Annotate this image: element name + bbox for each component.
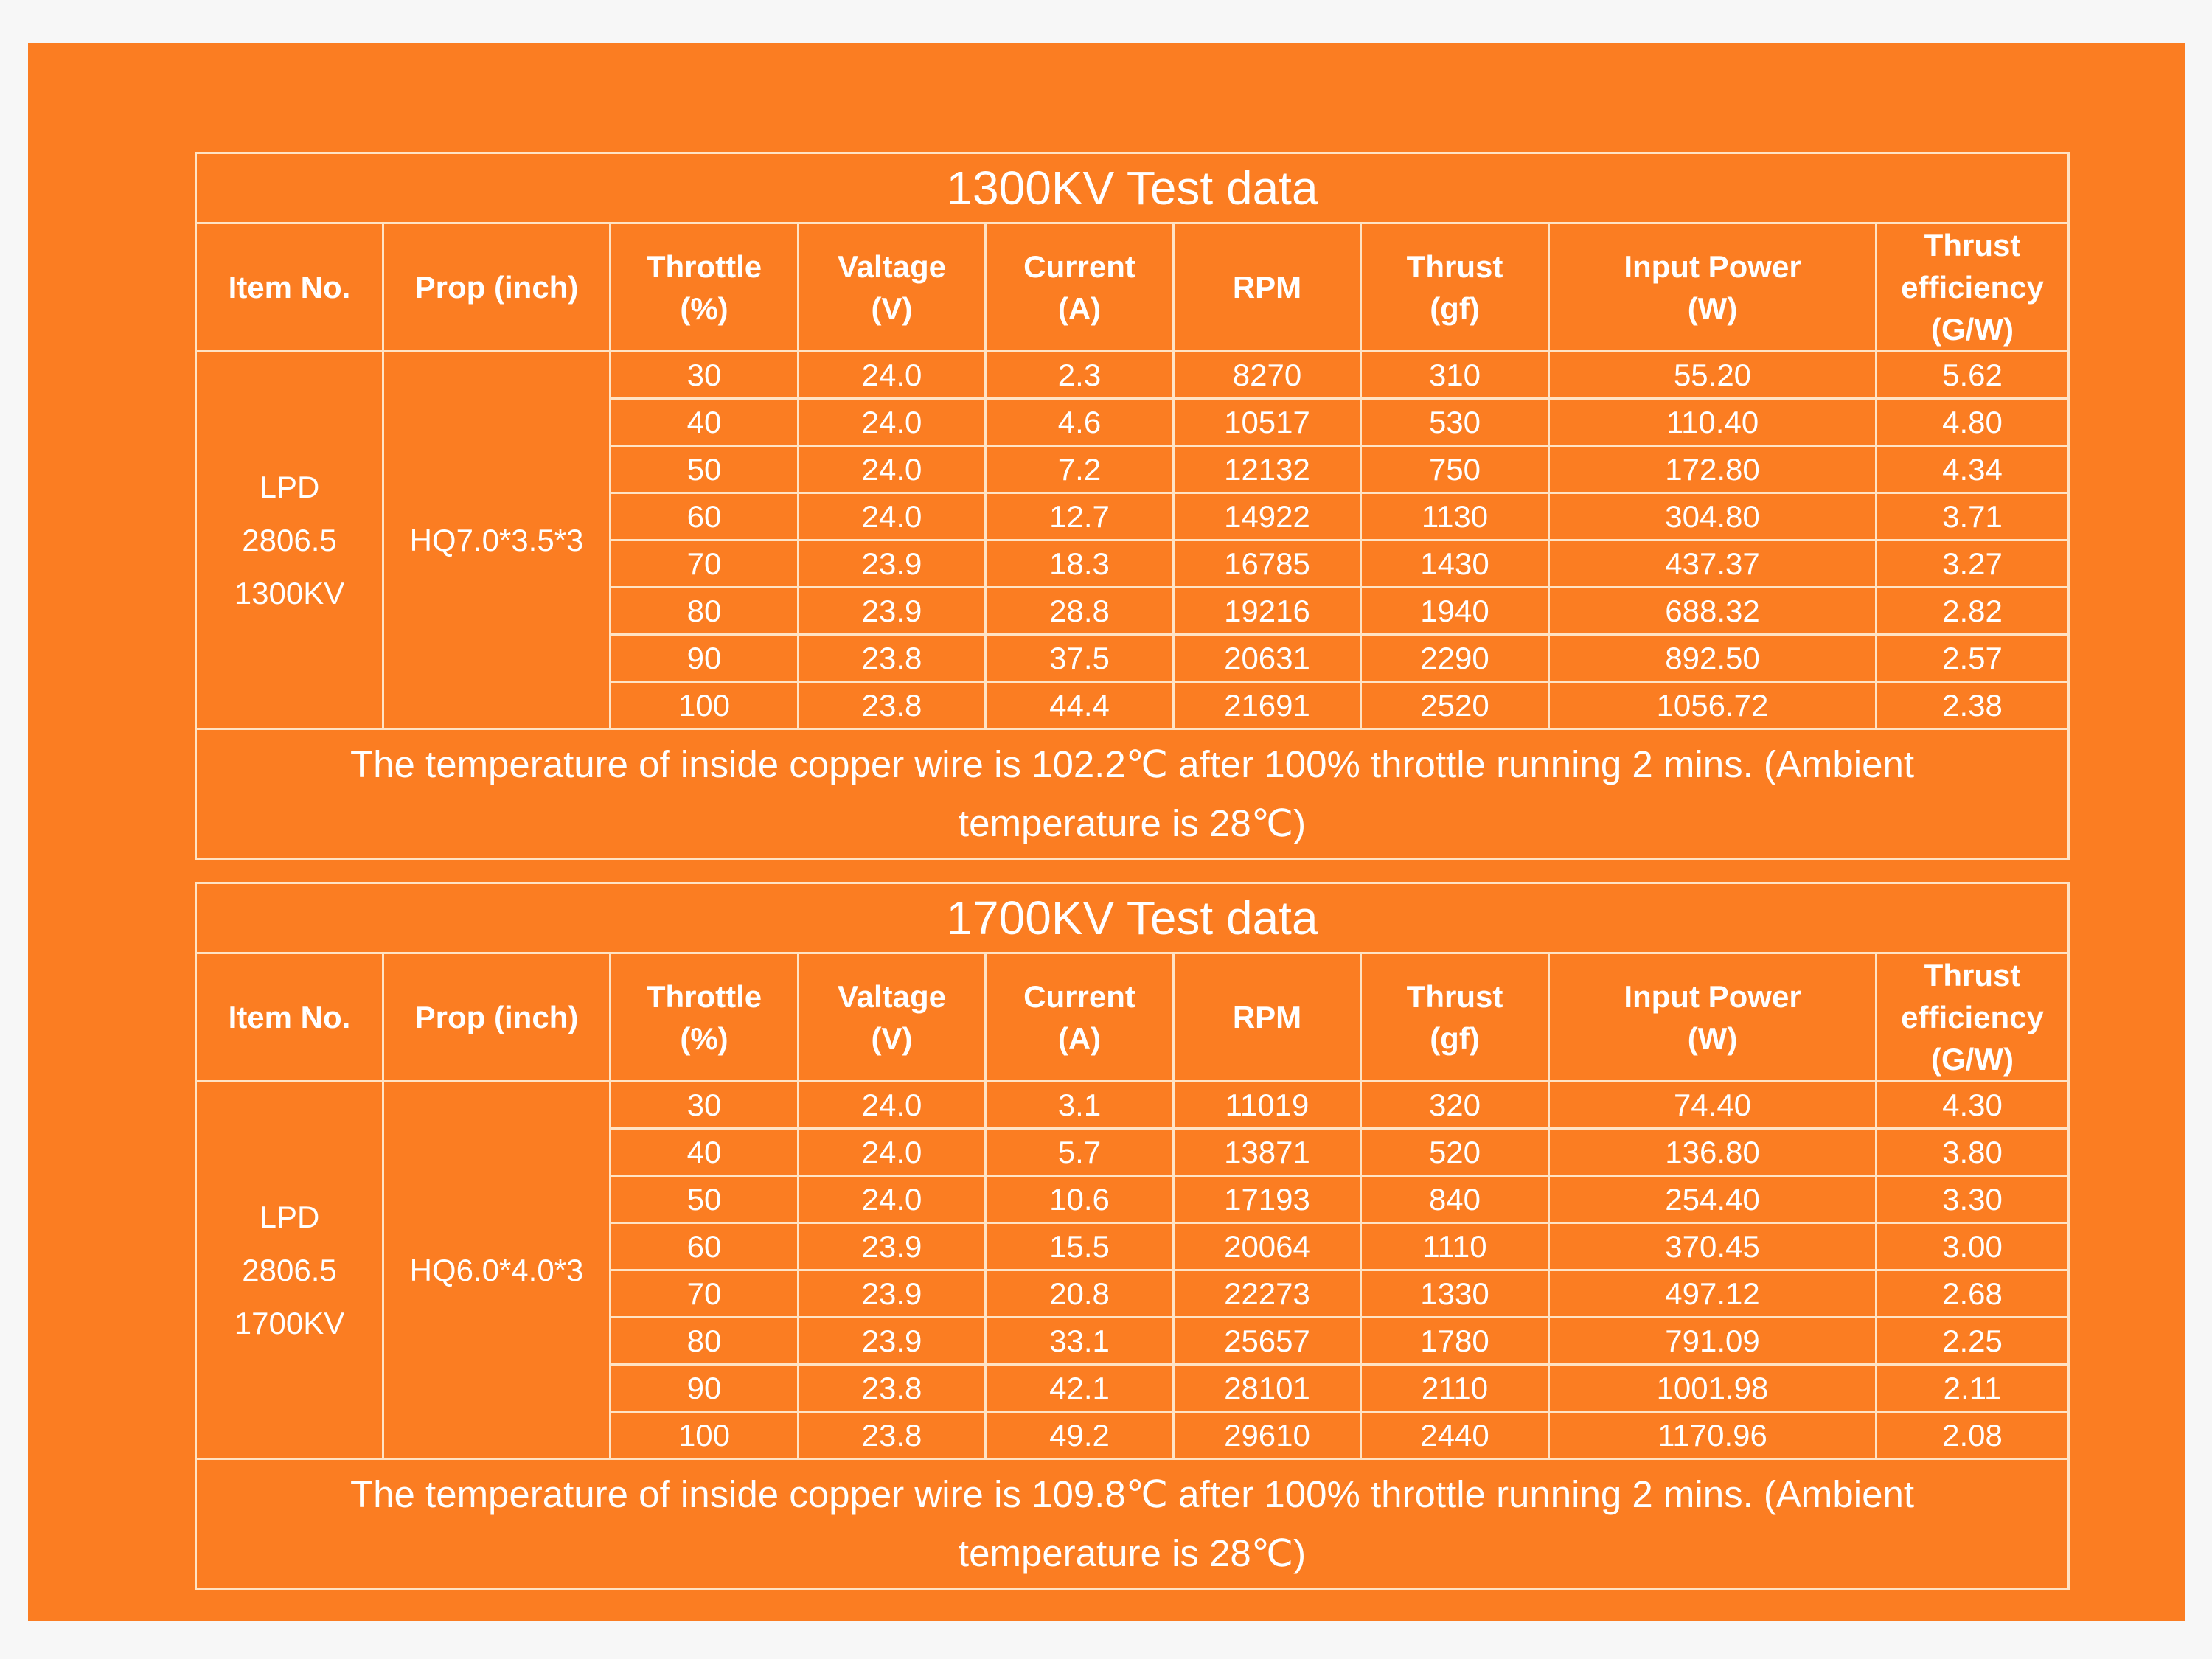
current-cell: 3.1 — [986, 1082, 1174, 1129]
throttle-cell: 90 — [611, 1365, 799, 1412]
col-prop: Prop (inch) — [383, 953, 611, 1082]
throttle-cell: 80 — [611, 588, 799, 635]
voltage-cell: 24.0 — [799, 352, 986, 399]
col-item-no: Item No. — [196, 953, 383, 1082]
thrust-cell: 2110 — [1361, 1365, 1549, 1412]
orange-panel — [28, 43, 2185, 1621]
efficiency-cell: 3.30 — [1877, 1176, 2069, 1223]
rpm-cell: 25657 — [1174, 1318, 1361, 1365]
rpm-cell: 29610 — [1174, 1412, 1361, 1459]
col-input-power: Input Power (W) — [1549, 223, 1877, 352]
voltage-cell: 23.8 — [799, 1412, 986, 1459]
current-cell: 5.7 — [986, 1129, 1174, 1176]
rpm-cell: 14922 — [1174, 493, 1361, 540]
input-power-cell: 688.32 — [1549, 588, 1877, 635]
table-title: 1300KV Test data — [196, 153, 2069, 223]
table-title-row — [196, 153, 2069, 223]
input-power-cell: 74.40 — [1549, 1082, 1877, 1129]
voltage-cell: 23.8 — [799, 682, 986, 729]
voltage-cell: 24.0 — [799, 399, 986, 446]
input-power-cell: 370.45 — [1549, 1223, 1877, 1270]
throttle-cell: 30 — [611, 352, 799, 399]
col-throttle: Throttle (%) — [611, 223, 799, 352]
table-row — [196, 1082, 2069, 1129]
efficiency-cell: 3.80 — [1877, 1129, 2069, 1176]
current-cell: 18.3 — [986, 540, 1174, 588]
input-power-cell: 497.12 — [1549, 1270, 1877, 1318]
rpm-cell: 10517 — [1174, 399, 1361, 446]
efficiency-cell: 3.71 — [1877, 493, 2069, 540]
header-row — [196, 223, 2069, 352]
prop-cell: HQ6.0*4.0*3 — [383, 1082, 611, 1459]
current-cell: 10.6 — [986, 1176, 1174, 1223]
thrust-cell: 840 — [1361, 1176, 1549, 1223]
input-power-cell: 254.40 — [1549, 1176, 1877, 1223]
current-cell: 37.5 — [986, 635, 1174, 682]
rpm-cell: 20631 — [1174, 635, 1361, 682]
throttle-cell: 40 — [611, 1129, 799, 1176]
header-row — [196, 953, 2069, 1082]
input-power-cell: 304.80 — [1549, 493, 1877, 540]
col-prop: Prop (inch) — [383, 223, 611, 352]
current-cell: 33.1 — [986, 1318, 1174, 1365]
efficiency-cell: 3.27 — [1877, 540, 2069, 588]
efficiency-cell: 2.08 — [1877, 1412, 2069, 1459]
rpm-cell: 11019 — [1174, 1082, 1361, 1129]
col-item-no: Item No. — [196, 223, 383, 352]
thrust-cell: 1430 — [1361, 540, 1549, 588]
temperature-note: The temperature of inside copper wire is 109.8℃ after 100% throttle running 2 mins. (Ambient temperature is 28℃) — [196, 1459, 2069, 1590]
col-voltage: Valtage (V) — [799, 223, 986, 352]
input-power-cell: 55.20 — [1549, 352, 1877, 399]
throttle-cell: 70 — [611, 1270, 799, 1318]
throttle-cell: 50 — [611, 1176, 799, 1223]
current-cell: 4.6 — [986, 399, 1174, 446]
rpm-cell: 28101 — [1174, 1365, 1361, 1412]
thrust-cell: 2520 — [1361, 682, 1549, 729]
input-power-cell: 136.80 — [1549, 1129, 1877, 1176]
thrust-cell: 320 — [1361, 1082, 1549, 1129]
efficiency-cell: 5.62 — [1877, 352, 2069, 399]
input-power-cell: 791.09 — [1549, 1318, 1877, 1365]
thrust-cell: 1130 — [1361, 493, 1549, 540]
efficiency-cell: 2.68 — [1877, 1270, 2069, 1318]
current-cell: 28.8 — [986, 588, 1174, 635]
throttle-cell: 70 — [611, 540, 799, 588]
throttle-cell: 100 — [611, 682, 799, 729]
test-data-table-1700kv — [195, 882, 2070, 1590]
throttle-cell: 80 — [611, 1318, 799, 1365]
voltage-cell: 24.0 — [799, 1129, 986, 1176]
table-row — [196, 352, 2069, 399]
efficiency-cell: 4.34 — [1877, 446, 2069, 493]
throttle-cell: 40 — [611, 399, 799, 446]
table-title: 1700KV Test data — [196, 883, 2069, 953]
col-rpm: RPM — [1174, 223, 1361, 352]
voltage-cell: 24.0 — [799, 446, 986, 493]
voltage-cell: 24.0 — [799, 493, 986, 540]
rpm-cell: 13871 — [1174, 1129, 1361, 1176]
note-row — [196, 1459, 2069, 1590]
col-voltage: Valtage (V) — [799, 953, 986, 1082]
current-cell: 2.3 — [986, 352, 1174, 399]
current-cell: 42.1 — [986, 1365, 1174, 1412]
current-cell: 20.8 — [986, 1270, 1174, 1318]
efficiency-cell: 4.80 — [1877, 399, 2069, 446]
col-thrust: Thrust (gf) — [1361, 223, 1549, 352]
table-title-row — [196, 883, 2069, 953]
col-input-power: Input Power (W) — [1549, 953, 1877, 1082]
rpm-cell: 21691 — [1174, 682, 1361, 729]
col-thrust: Thrust (gf) — [1361, 953, 1549, 1082]
rpm-cell: 8270 — [1174, 352, 1361, 399]
thrust-cell: 2440 — [1361, 1412, 1549, 1459]
thrust-cell: 1110 — [1361, 1223, 1549, 1270]
current-cell: 12.7 — [986, 493, 1174, 540]
input-power-cell: 1170.96 — [1549, 1412, 1877, 1459]
throttle-cell: 60 — [611, 493, 799, 540]
voltage-cell: 24.0 — [799, 1176, 986, 1223]
col-rpm: RPM — [1174, 953, 1361, 1082]
rpm-cell: 22273 — [1174, 1270, 1361, 1318]
current-cell: 49.2 — [986, 1412, 1174, 1459]
input-power-cell: 892.50 — [1549, 635, 1877, 682]
voltage-cell: 23.9 — [799, 1318, 986, 1365]
current-cell: 44.4 — [986, 682, 1174, 729]
col-current: Current (A) — [986, 223, 1174, 352]
current-cell: 15.5 — [986, 1223, 1174, 1270]
throttle-cell: 30 — [611, 1082, 799, 1129]
thrust-cell: 750 — [1361, 446, 1549, 493]
voltage-cell: 23.8 — [799, 1365, 986, 1412]
col-throttle: Throttle (%) — [611, 953, 799, 1082]
thrust-cell: 1330 — [1361, 1270, 1549, 1318]
thrust-cell: 530 — [1361, 399, 1549, 446]
rpm-cell: 12132 — [1174, 446, 1361, 493]
thrust-cell: 1940 — [1361, 588, 1549, 635]
voltage-cell: 23.9 — [799, 588, 986, 635]
item-no-cell: LPD 2806.5 1700KV — [196, 1082, 383, 1459]
rpm-cell: 19216 — [1174, 588, 1361, 635]
efficiency-cell: 2.25 — [1877, 1318, 2069, 1365]
voltage-cell: 23.9 — [799, 540, 986, 588]
thrust-cell: 2290 — [1361, 635, 1549, 682]
input-power-cell: 437.37 — [1549, 540, 1877, 588]
current-cell: 7.2 — [986, 446, 1174, 493]
efficiency-cell: 2.38 — [1877, 682, 2069, 729]
efficiency-cell: 3.00 — [1877, 1223, 2069, 1270]
col-thrust-efficiency: Thrust efficiency (G/W) — [1877, 223, 2069, 352]
thrust-cell: 520 — [1361, 1129, 1549, 1176]
voltage-cell: 23.9 — [799, 1270, 986, 1318]
thrust-cell: 1780 — [1361, 1318, 1549, 1365]
col-current: Current (A) — [986, 953, 1174, 1082]
voltage-cell: 23.8 — [799, 635, 986, 682]
efficiency-cell: 4.30 — [1877, 1082, 2069, 1129]
throttle-cell: 60 — [611, 1223, 799, 1270]
input-power-cell: 1001.98 — [1549, 1365, 1877, 1412]
voltage-cell: 24.0 — [799, 1082, 986, 1129]
rpm-cell: 20064 — [1174, 1223, 1361, 1270]
input-power-cell: 110.40 — [1549, 399, 1877, 446]
note-row — [196, 729, 2069, 860]
rpm-cell: 17193 — [1174, 1176, 1361, 1223]
test-data-table-1300kv — [195, 152, 2070, 860]
item-no-cell: LPD 2806.5 1300KV — [196, 352, 383, 729]
efficiency-cell: 2.82 — [1877, 588, 2069, 635]
temperature-note: The temperature of inside copper wire is 102.2℃ after 100% throttle running 2 mins. (Ambient temperature is 28℃) — [196, 729, 2069, 860]
thrust-cell: 310 — [1361, 352, 1549, 399]
throttle-cell: 90 — [611, 635, 799, 682]
rpm-cell: 16785 — [1174, 540, 1361, 588]
col-thrust-efficiency: Thrust efficiency (G/W) — [1877, 953, 2069, 1082]
voltage-cell: 23.9 — [799, 1223, 986, 1270]
input-power-cell: 172.80 — [1549, 446, 1877, 493]
efficiency-cell: 2.11 — [1877, 1365, 2069, 1412]
throttle-cell: 50 — [611, 446, 799, 493]
efficiency-cell: 2.57 — [1877, 635, 2069, 682]
throttle-cell: 100 — [611, 1412, 799, 1459]
prop-cell: HQ7.0*3.5*3 — [383, 352, 611, 729]
input-power-cell: 1056.72 — [1549, 682, 1877, 729]
